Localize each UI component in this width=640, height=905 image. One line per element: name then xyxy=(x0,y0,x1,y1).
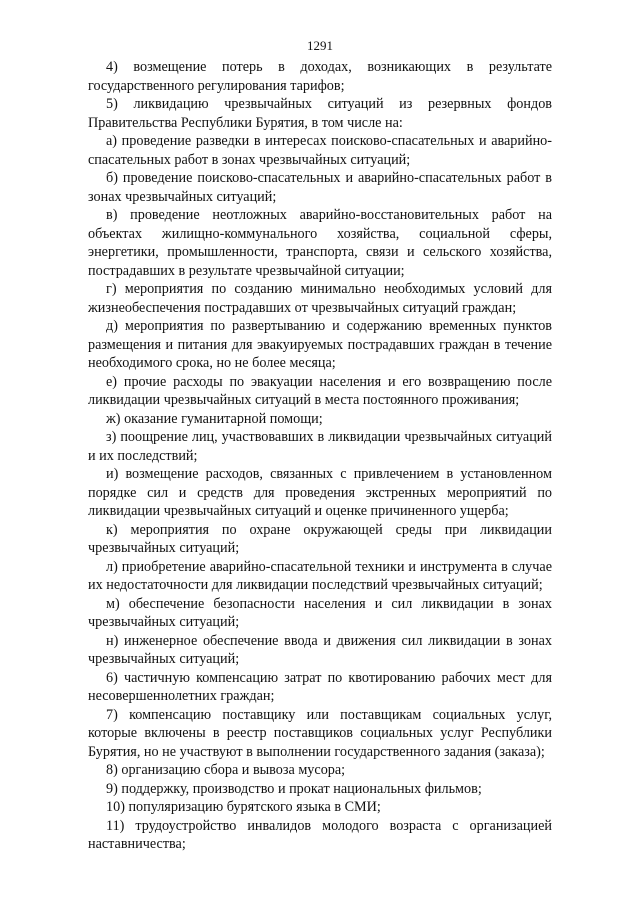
paragraph-5v: в) проведение неотложных аварийно-восстановительных работ на объектах жилищно-коммунального хозяйства, социальной сферы, энергетики, промышленности, транспорта, связи и сельского хозяйства, пострадавших в результате чрезвычайной ситуации; xyxy=(88,207,552,279)
paragraph-5z: з) поощрение лиц, участвовавших в ликвидации чрезвычайных ситуаций и их последствий; xyxy=(88,429,552,464)
paragraph-10: 10) популяризацию бурятского языка в СМИ; xyxy=(106,799,381,815)
paragraph-5k: к) мероприятия по охране окружающей среды при ликвидации чрезвычайных ситуаций; xyxy=(88,521,552,556)
paragraph-5g: г) мероприятия по созданию минимально необходимых условий для жизнеобеспечения пострадавших от чрезвычайных ситуаций граждан; xyxy=(88,281,552,316)
paragraph-4: 4) возмещение потерь в доходах, возникающих в результате государственного регулирования тарифов; xyxy=(88,59,552,94)
paragraph-5: 5) ликвидацию чрезвычайных ситуаций из резервных фондов Правительства Республики Бурятия, в том числе на: xyxy=(88,96,552,131)
paragraph-6: 6) частичную компенсацию затрат по квотированию рабочих мест для несовершеннолетних граждан; xyxy=(88,669,552,704)
paragraph-5m: м) обеспечение безопасности населения и сил ликвидации в зонах чрезвычайных ситуаций; xyxy=(88,595,552,630)
paragraph-5d: д) мероприятия по развертыванию и содержанию временных пунктов размещения и питания для эвакуируемых пострадавших граждан в течение необходимого срока, но не более месяца; xyxy=(88,318,552,371)
paragraph-5zh: ж) оказание гуманитарной помощи; xyxy=(106,410,323,427)
paragraph-8: 8) организацию сбора и вывоза мусора; xyxy=(106,762,346,778)
document-body xyxy=(88,58,552,854)
paragraph-5l: л) приобретение аварийно-спасательной техники и инструмента в случае их недостаточности для ликвидации последствий чрезвычайных ситуаций; xyxy=(88,558,552,593)
paragraph-5e: е) прочие расходы по эвакуации населения и его возвращению после ликвидации чрезвычайных ситуаций в места постоянного проживания; xyxy=(88,373,552,408)
paragraph-11: 11) трудоустройство инвалидов молодого возраста с организацией наставничества; xyxy=(88,817,552,852)
paragraph-9: 9) поддержку, производство и прокат национальных фильмов; xyxy=(106,780,482,797)
paragraph-5b: б) проведение поисково-спасательных и аварийно-спасательных работ в зонах чрезвычайных ситуаций; xyxy=(88,170,552,205)
paragraph-5i: и) возмещение расходов, связанных с привлечением в установленном порядке сил и средств для проведения экстренных мероприятий по ликвидации чрезвычайных ситуаций и оценке причиненного ущерба; xyxy=(88,466,552,519)
paragraph-5a: а) проведение разведки в интересах поисково-спасательных и аварийно-спасательных работ в зонах чрезвычайных ситуаций; xyxy=(88,133,552,168)
paragraph-5n: н) инженерное обеспечение ввода и движения сил ликвидации в зонах чрезвычайных ситуаций; xyxy=(88,632,552,667)
page-number: 1291 xyxy=(307,38,333,53)
paragraph-7: 7) компенсацию поставщику или поставщикам социальных услуг, которые включены в реестр поставщиков социальных услуг Республики Бурятия, но не участвуют в выполнении государственного задания (заказа); xyxy=(88,706,552,760)
